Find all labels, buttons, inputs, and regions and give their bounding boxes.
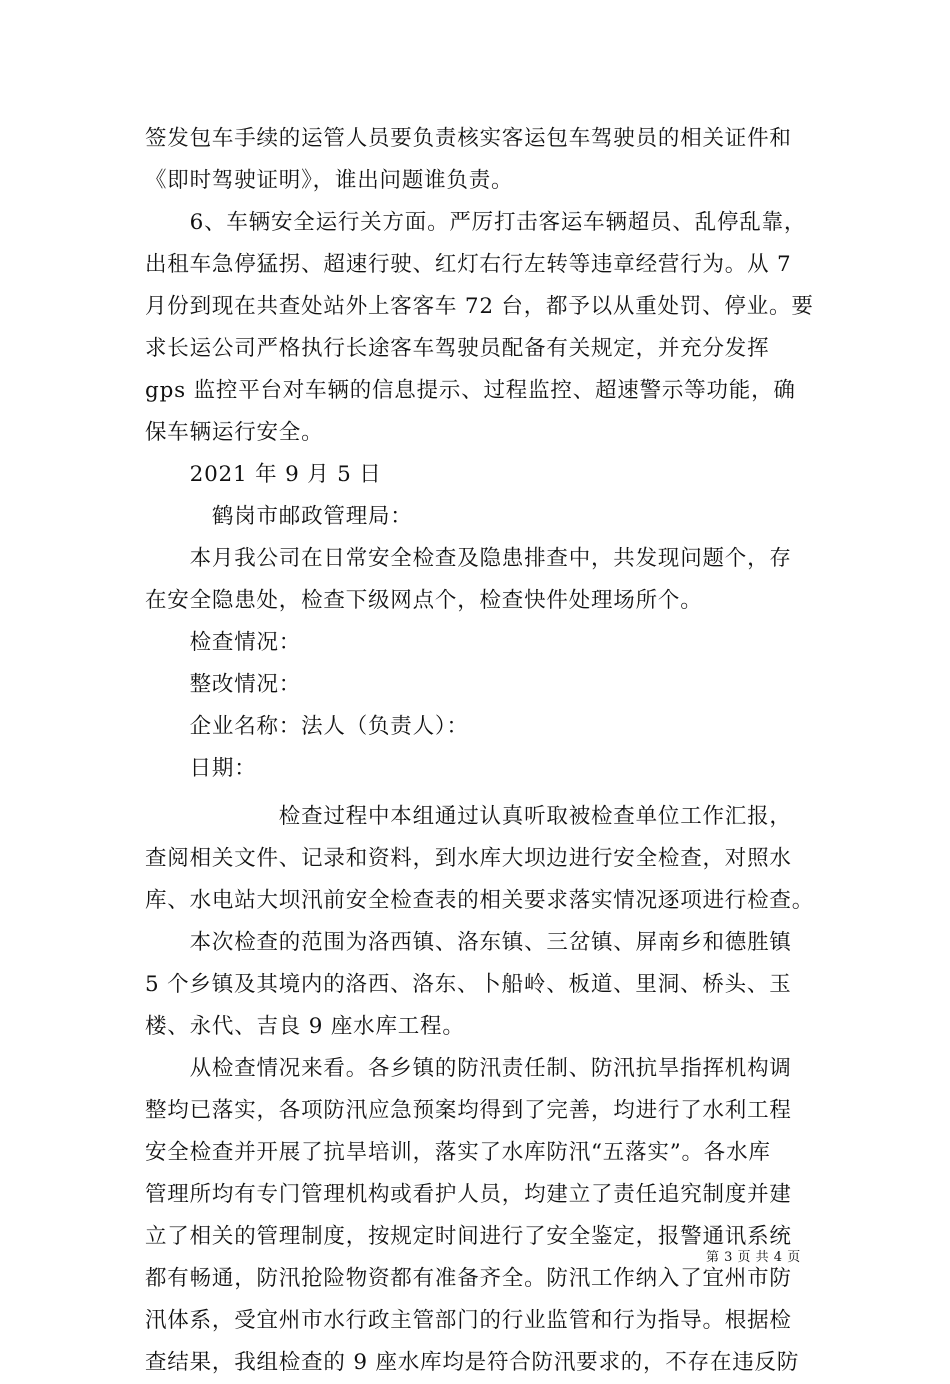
page-number: 第 3 页 共 4 页 <box>706 1250 801 1265</box>
form-label-company: 企业名称：法人（负责人）： <box>145 714 469 739</box>
text-line: gps 监控平台对车辆的信息提示、过程监控、超速警示等功能，确 <box>145 378 796 403</box>
text-line: 立了相关的管理制度，按规定时间进行了安全鉴定，报警通讯系统 <box>145 1224 792 1249</box>
text-line: 6、车辆安全运行关方面。严厉打击客运车辆超员、乱停乱靠， <box>145 210 807 235</box>
text-line: 求长运公司严格执行长途客车驾驶员配备有关规定，并充分发挥 <box>145 336 770 361</box>
form-label-rectification: 整改情况： <box>145 672 302 697</box>
text-line: 保车辆运行安全。 <box>145 420 324 445</box>
text-line: 检查过程中本组通过认真听取被检查单位工作汇报， <box>145 804 792 829</box>
text-line: 安全检查并开展了抗旱培训，落实了水库防汛“五落实”。各水库 <box>145 1140 771 1165</box>
text-line: 在安全隐患处，检查下级网点个，检查快件处理场所个。 <box>145 588 703 613</box>
text-line: 管理所均有专门管理机构或看护人员，均建立了责任追究制度并建 <box>145 1182 792 1207</box>
text-line: 都有畅通，防汛抢险物资都有准备齐全。防汛工作纳入了宜州市防 <box>145 1266 792 1291</box>
form-label-inspection: 检查情况： <box>145 630 302 655</box>
addressee-line: 鹤岗市邮政管理局： <box>145 504 413 529</box>
text-line: 整均已落实，各项防汛应急预案均得到了完善，均进行了水利工程 <box>145 1098 792 1123</box>
text-line: 查结果，我组检查的 9 座水库均是符合防汛要求的，不存在违反防 <box>145 1350 800 1375</box>
text-line: 本月我公司在日常安全检查及隐患排查中，共发现问题个，存 <box>145 546 792 571</box>
document-body <box>145 118 813 1384</box>
text-line: 库、水电站大坝汛前安全检查表的相关要求落实情况逐项进行检查。 <box>145 888 815 913</box>
text-line: 汛体系，受宜州市水行政主管部门的行业监管和行为指导。根据检 <box>145 1308 792 1333</box>
text-line: 出租车急停猛拐、超速行驶、红灯右行左转等违章经营行为。从 7 <box>145 252 792 277</box>
text-line: 《即时驾驶证明》，谁出问题谁负责。 <box>145 168 514 193</box>
text-line: 本次检查的范围为洛西镇、洛东镇、三岔镇、屏南乡和德胜镇 <box>145 930 792 955</box>
text-line: 5 个乡镇及其境内的洛西、洛东、卜船岭、板道、里洞、桥头、玉 <box>145 972 792 997</box>
text-line: 从检查情况来看。各乡镇的防汛责任制、防汛抗旱指挥机构调 <box>145 1056 792 1081</box>
text-line: 签发包车手续的运管人员要负责核实客运包车驾驶员的相关证件和 <box>145 126 792 151</box>
text-line: 楼、永代、吉良 9 座水库工程。 <box>145 1014 465 1039</box>
text-line: 月份到现在共查处站外上客客车 72 台，都予以从重处罚、停业。要 <box>145 294 814 319</box>
form-label-date: 日期： <box>145 756 257 781</box>
text-line: 查阅相关文件、记录和资料，到水库大坝边进行安全检查，对照水 <box>145 846 792 871</box>
date-line: 2021 年 9 月 5 日 <box>145 462 382 487</box>
